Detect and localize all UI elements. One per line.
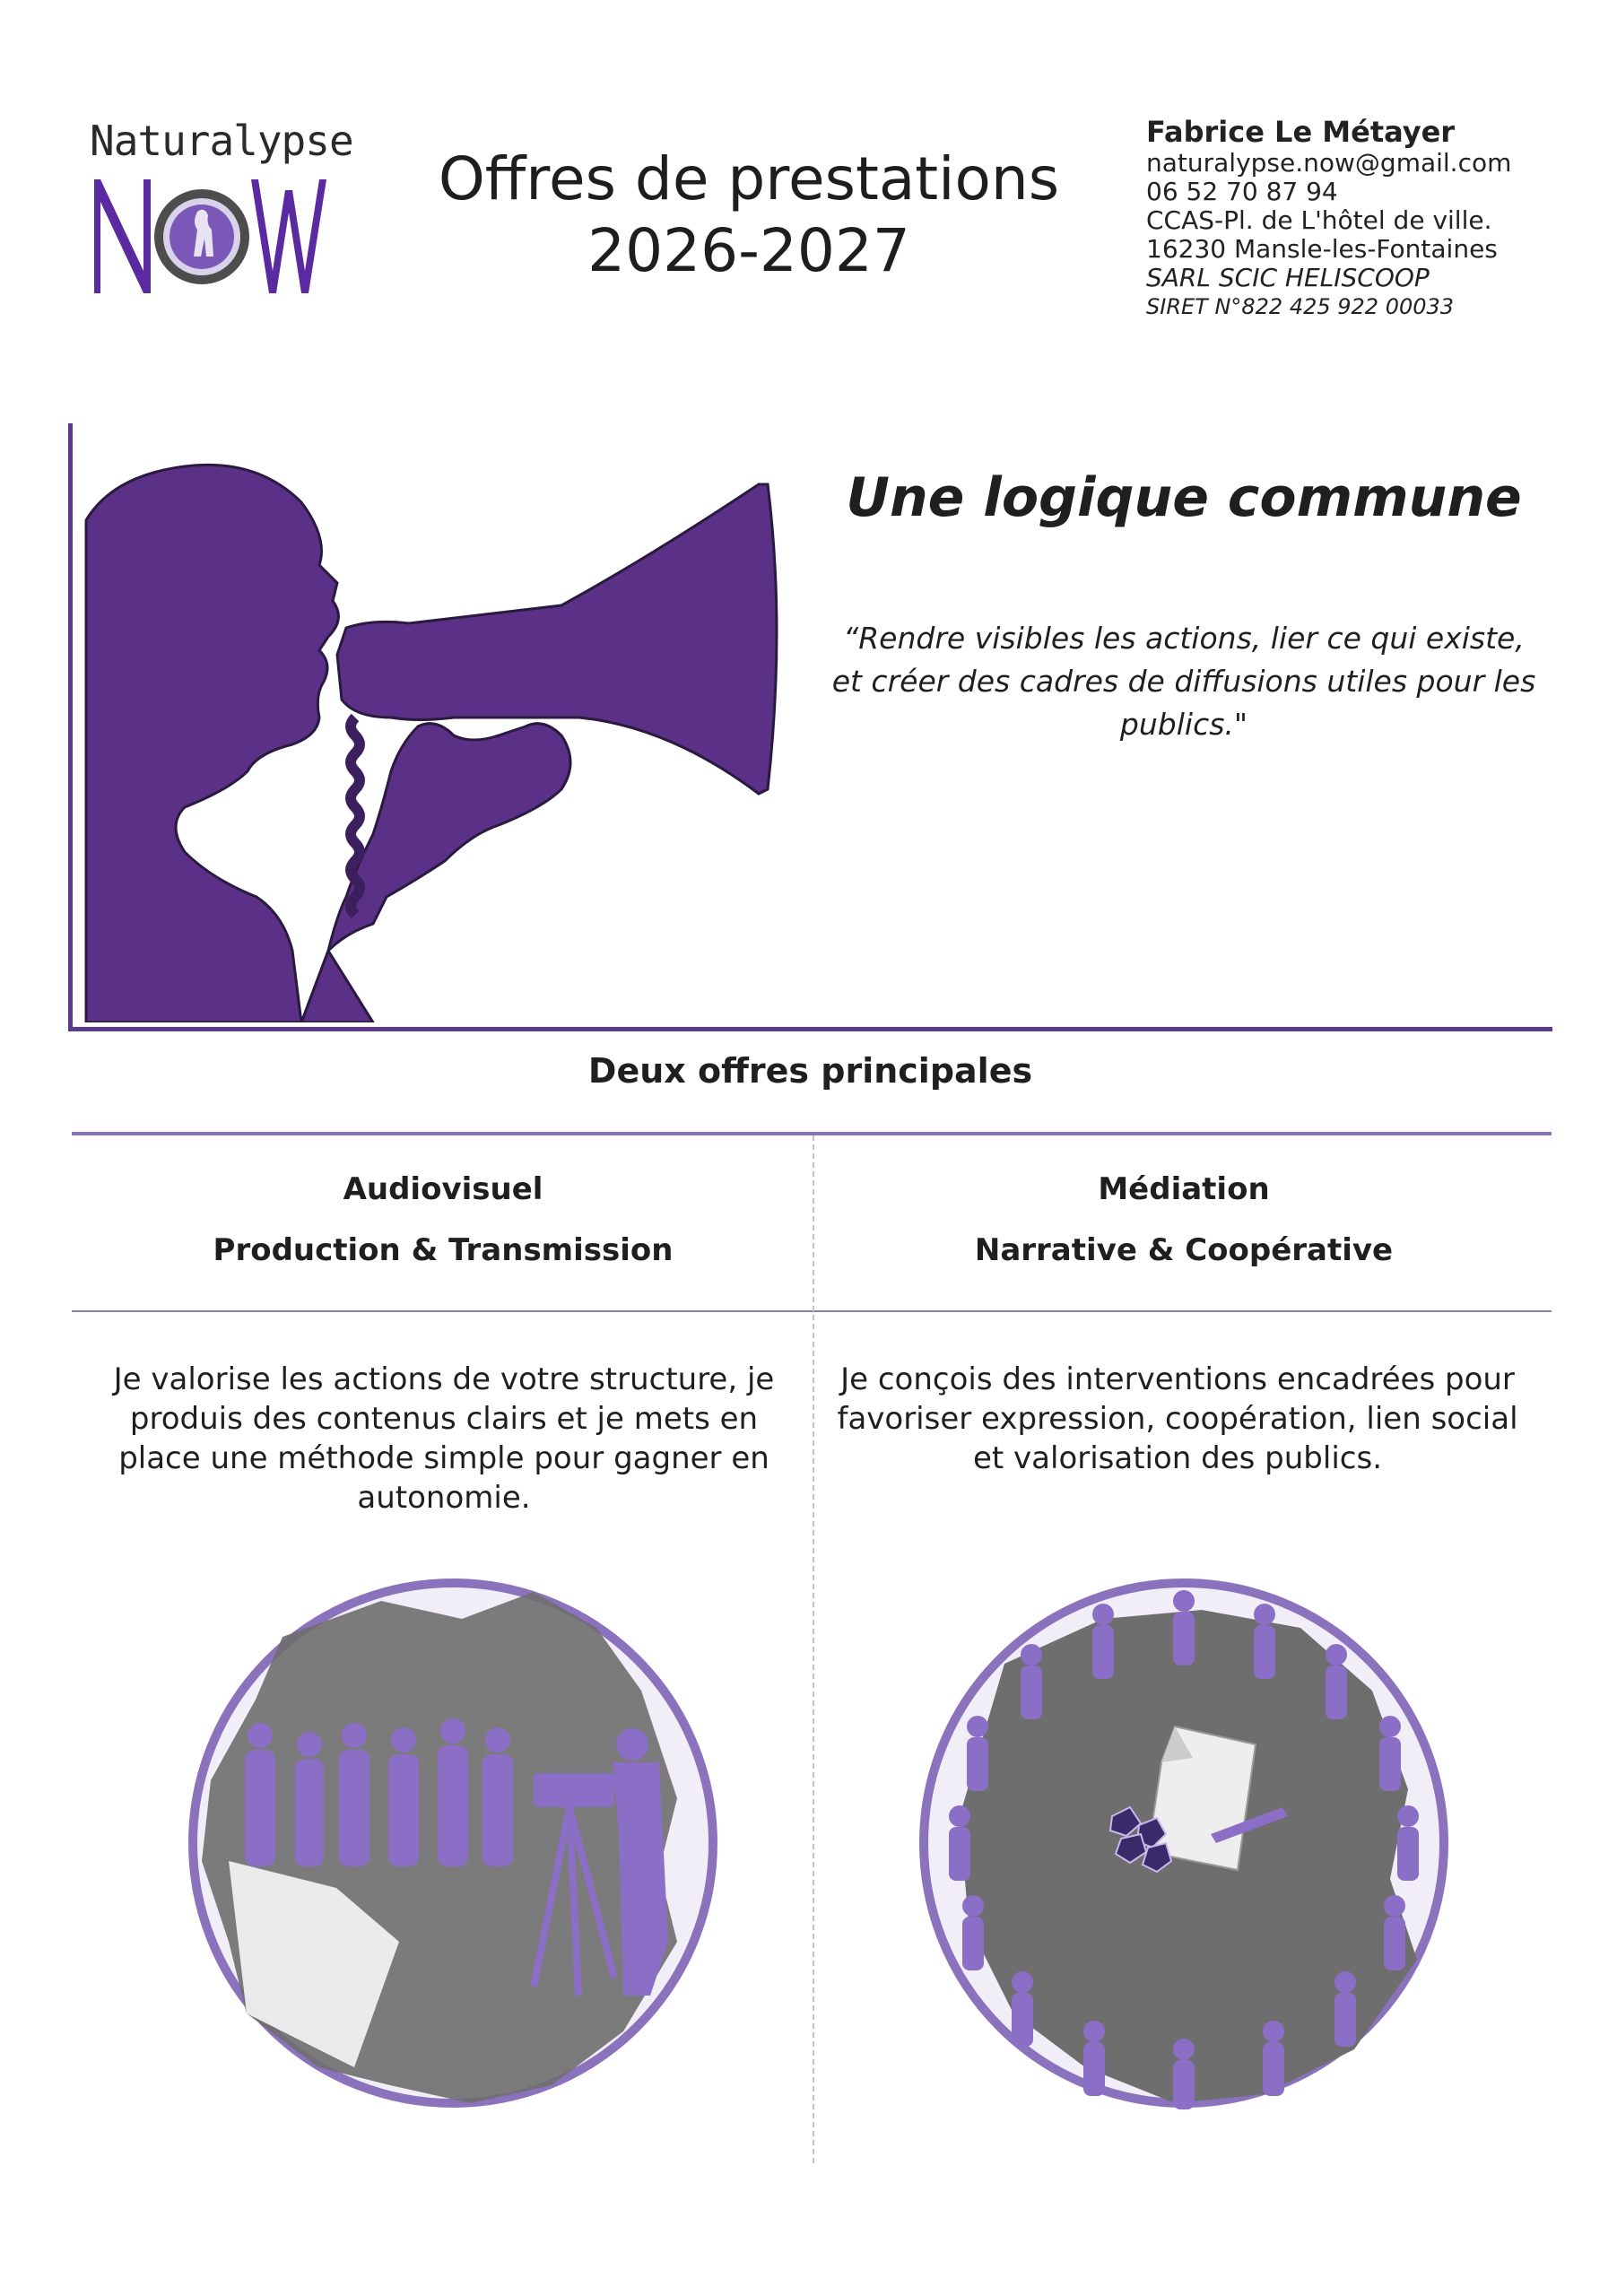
title-line-2: 2026-2027 xyxy=(587,216,910,285)
logo-now-mark xyxy=(90,172,332,298)
contact-company: SARL SCIC HELISCOOP xyxy=(1146,263,1430,292)
offer-right-heading-2: Narrative & Coopérative xyxy=(974,1232,1394,1268)
contact-siret: SIRET N°822 425 922 00033 xyxy=(1146,294,1455,319)
contact-address-line2: 16230 Mansle-les-Fontaines xyxy=(1146,234,1498,264)
section-rule-top xyxy=(72,1132,1552,1135)
hero-quote: “Rendre visibles les actions, lier ce qui existe, et créer des cadres de diffusions utiles pour les publics." xyxy=(831,621,1536,742)
megaphone-silhouette-illustration xyxy=(77,448,795,1022)
title-line-1: Offres de prestations xyxy=(438,144,1060,213)
audiovisual-illustration xyxy=(175,1565,731,2121)
offers-section-title: Deux offres principales xyxy=(587,1051,1033,1091)
offer-left-heading-1: Audiovisuel xyxy=(343,1171,543,1207)
contact-email[interactable]: naturalypse.now@gmail.com xyxy=(1146,148,1512,178)
column-divider xyxy=(813,1135,814,2163)
offer-left-heading-2: Production & Transmission xyxy=(213,1232,674,1268)
hero-title: Une logique commune xyxy=(846,466,1522,529)
offer-right-description: Je conçois des interventions encadrées pour favoriser expression, coopération, lien social et valorisation des publics. xyxy=(837,1361,1518,1476)
contact-block xyxy=(1146,115,1595,321)
document-title xyxy=(422,144,1076,287)
contact-name: Fabrice Le Métayer xyxy=(1146,115,1456,149)
offer-right-heading-1: Médiation xyxy=(1098,1171,1270,1207)
contact-phone[interactable]: 06 52 70 87 94 xyxy=(1146,177,1338,206)
brand-logo xyxy=(90,117,353,296)
section-rule-bottom xyxy=(72,1310,1552,1312)
mediation-illustration xyxy=(906,1565,1462,2121)
offer-left-description: Je valorise les actions de votre structure, je produis des contenus clairs et je mets en place une méthode simple pour gagner en autonomie. xyxy=(113,1361,775,1516)
contact-address-line1: CCAS-Pl. de L'hôtel de ville. xyxy=(1146,205,1492,235)
logo-wordmark: Naturalypse xyxy=(90,117,353,165)
